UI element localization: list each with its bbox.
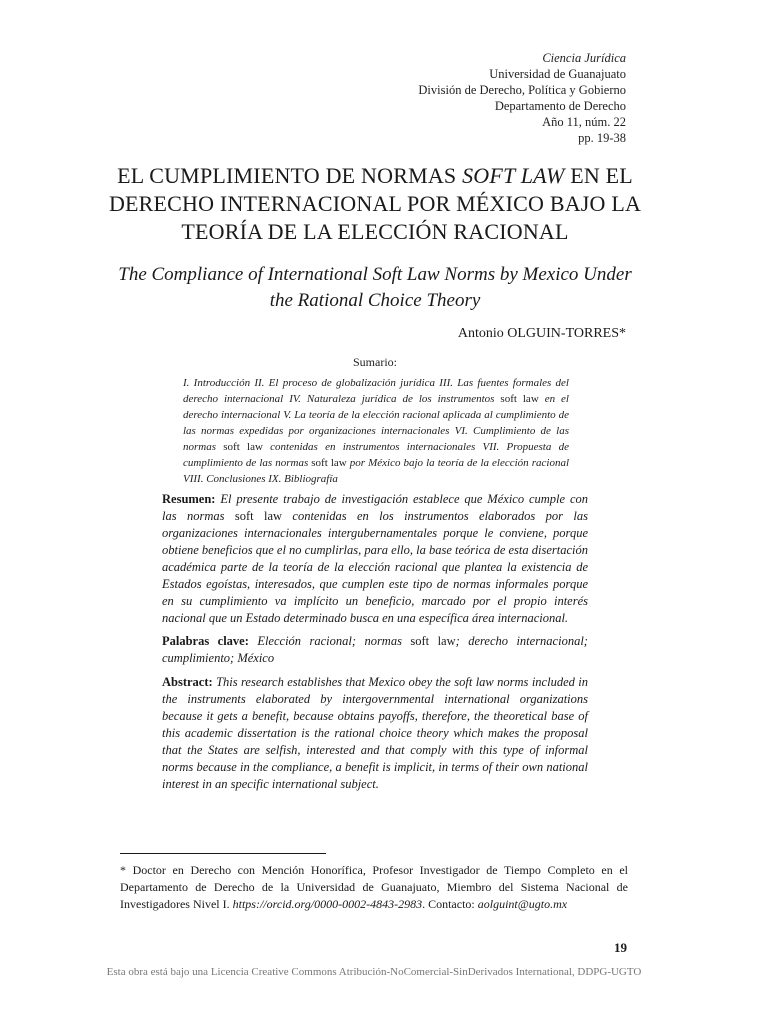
sumario-part-4: por México bajo la teoría de la elección racional VIII. Conclusiones IX. Bibliografía	[183, 457, 570, 485]
issue-info: Año 11, núm. 22	[542, 115, 626, 129]
article-title	[100, 162, 650, 246]
author-name: Antonio OLGUIN-TORRES*	[457, 326, 626, 341]
abstract-section	[162, 674, 588, 793]
keywords-label: Palabras clave:	[162, 634, 249, 648]
title-part-1: EL CUMPLIMIENTO DE NORMAS	[117, 163, 463, 188]
license-notice: Esta obra está bajo una Licencia Creative Commons Atribución-NoComercial-SinDerivados International, DDPG-UGTO	[106, 966, 642, 978]
resumen-soft-law: soft law	[234, 509, 283, 523]
resumen-label: Resumen:	[162, 492, 216, 506]
author-footnote	[120, 862, 628, 913]
footnote-divider	[120, 853, 326, 854]
page-number: 19	[614, 940, 627, 955]
department-name: Departamento de Derecho	[494, 99, 626, 113]
orcid-link[interactable]: https://orcid.org/0000-0002-4843-2983	[232, 897, 423, 911]
keywords-part-1: Elección racional; normas	[248, 634, 411, 648]
resumen-part-1: El presente trabajo de investigación establece que México cumple con las normas	[162, 492, 588, 523]
sumario-part-3: contenidas en instrumentos internacionales VII. Propuesta de cumplimiento de las normas	[183, 441, 569, 469]
sumario-soft-law-1: soft law	[500, 393, 539, 405]
sumario-soft-law-3: soft law	[311, 457, 347, 469]
contact-label: . Contacto:	[422, 897, 478, 911]
page-range: pp. 19-38	[578, 131, 626, 145]
resumen-section	[162, 491, 588, 627]
author-email[interactable]: aolguint@ugto.mx	[477, 897, 568, 911]
keywords-part-2: ; derecho internacional; cumplimiento; México	[162, 634, 588, 665]
keywords-section	[162, 633, 588, 667]
keywords-soft-law: soft law	[410, 634, 456, 648]
footnote-text: * Doctor en Derecho con Mención Honorífica, Profesor Investigador de Tiempo Completo en el Departamento de Derecho de la Universidad de Guanajuato, Miembro del Sistema Nacional de Investigadores Nivel I.	[120, 863, 628, 911]
title-part-2: EN EL DERECHO INTERNACIONAL POR MÉXICO BAJO LA TEORÍA DE LA ELECCIÓN RACIONAL	[108, 163, 642, 244]
title-italic: SOFT LAW	[462, 163, 565, 188]
resumen-part-2: contenidas en los instrumentos elaborados por las organizaciones internacionales intergubernamentales porque le conviene, porque obtiene beneficios que el no cumplirlas, para ello, la base teórica de esta disertación académica parte de la teoría de la elección racional que plantea la existencia de Estados egoístas, interesados, que cumplen este tipo de normas informales porque en su cumplimiento va implícito un beneficio, marcado por el propio interés nacional que un Estado determinado busca en una específica área internacional.	[162, 509, 588, 625]
journal-name: Ciencia Jurídica	[542, 51, 626, 65]
sumario-soft-law-2: soft law	[223, 441, 263, 453]
sumario-text	[183, 375, 569, 487]
university-name: Universidad de Guanajuato	[489, 67, 626, 81]
abstract-text: This research establishes that Mexico obey the soft law norms included in the instruments elaborated by intergovernmental international organizations because it gets a benefit, because obtains payoffs, therefore, the theoretical base of this academic dissertation is the rational choice theory which makes the proposal that the States are selfish, interested and that comply with this type of informal norms because in the compliance, a benefit is implicit, in terms of their own national interest in an specific international subject.	[162, 675, 588, 791]
sumario-label: Sumario:	[353, 355, 397, 369]
abstract-label: Abstract:	[162, 675, 213, 689]
journal-header	[418, 50, 626, 146]
sumario-part-2: en el derecho internacional V. La teoría de la elección racional aplicada al cumplimiento de las normas expedidas por organizaciones internacionales VI. Cumplimiento de las normas	[183, 393, 569, 453]
division-name: División de Derecho, Política y Gobierno	[418, 83, 626, 97]
sumario-part-1: I. Introducción II. El proceso de globalización jurídica III. Las fuentes formales del derecho internacional IV. Naturaleza jurídica de los instrumentos	[183, 377, 569, 405]
article-subtitle: The Compliance of International Soft Law Norms by Mexico Under the Rational Choice Theory	[118, 264, 632, 311]
